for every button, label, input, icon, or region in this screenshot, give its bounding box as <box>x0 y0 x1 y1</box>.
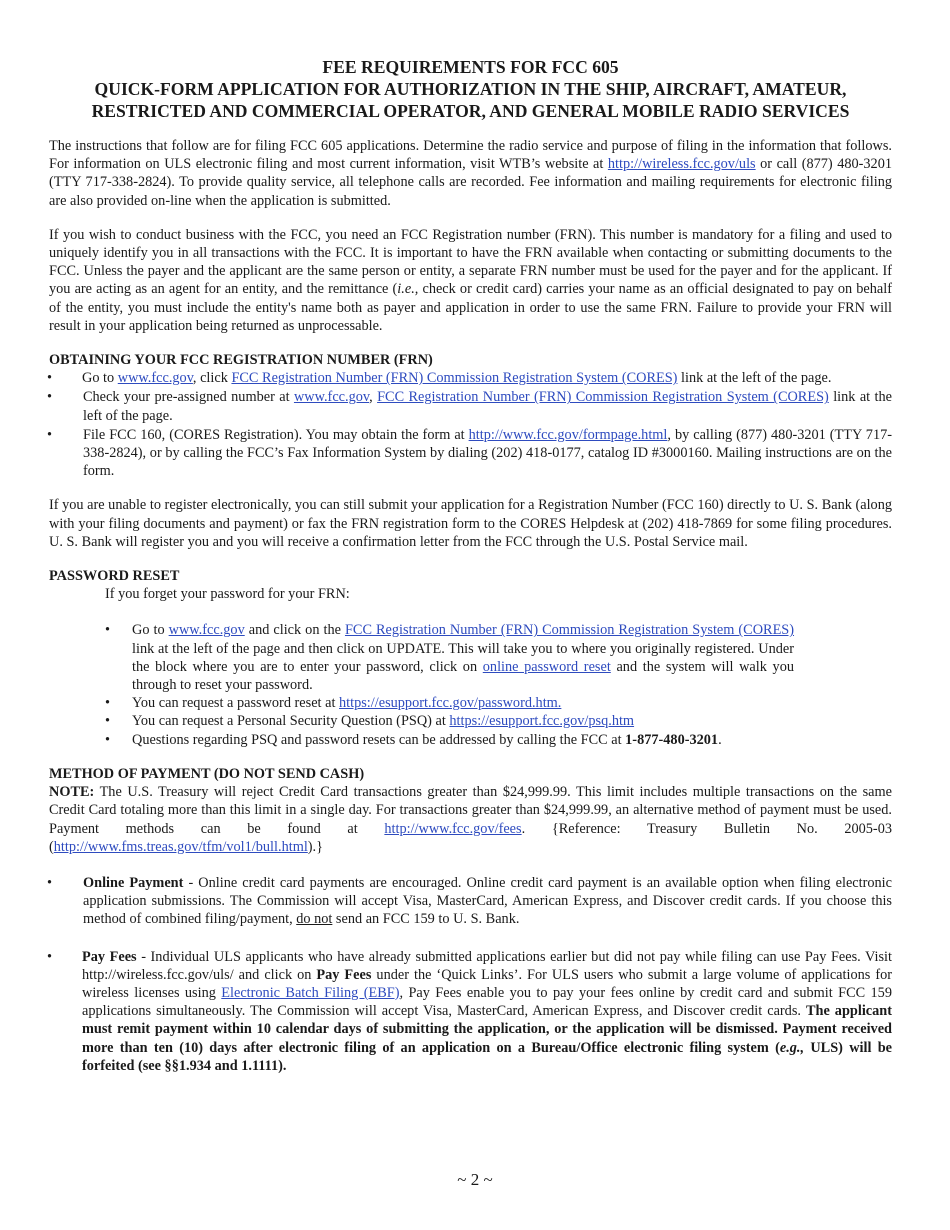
intro-paragraph-2 <box>49 226 892 335</box>
frn-list <box>49 369 892 480</box>
pay-fees-label: Pay Fees <box>82 948 137 965</box>
text: , Pay Fees enable you to pay your fees online by credit card and submit FCC 159 applications simultaneously. The Commission will accept Visa, MasterCard, American Express, and Discover credit cards. <box>82 984 892 1020</box>
list-item <box>132 731 794 749</box>
text: . {Reference: Treasury Bulletin No. 2005-03 ( <box>49 820 892 855</box>
list-item <box>49 426 892 481</box>
text: and the system will walk you through to reset your password. <box>132 658 794 694</box>
page-number: ~ 2 ~ <box>457 1170 493 1189</box>
text: File FCC 160, (CORES Registration). You may obtain the form at <box>83 426 469 443</box>
text: e.g., <box>779 1039 805 1056</box>
cores-link[interactable]: FCC Registration Number (FRN) Commission Registration System (CORES) <box>344 622 795 639</box>
text: link at the left of the page. <box>83 389 892 424</box>
psq-link[interactable]: https://esupport.fcc.gov/psq.htm <box>449 713 635 730</box>
note-label: NOTE: <box>49 784 95 801</box>
text: , <box>369 389 378 406</box>
text: Questions regarding PSQ and password resets can be addressed by calling the FCC at <box>132 731 626 748</box>
text: send an FCC 159 to U. S. Bank. <box>332 911 520 928</box>
list-item <box>49 948 892 1075</box>
document-title <box>49 56 892 122</box>
document-page <box>49 56 892 1075</box>
frn-heading: OBTAINING YOUR FCC REGISTRATION NUMBER (FRN) <box>49 352 433 369</box>
online-payment-label: Online Payment <box>83 874 184 891</box>
text: Go to <box>82 370 118 387</box>
fcc-gov-link[interactable]: www.fcc.gov <box>293 389 370 406</box>
treasury-bulletin-link[interactable]: http://www.fms.treas.gov/tfm/vol1/bull.html <box>53 838 308 855</box>
payment-payfees-list <box>49 948 892 1075</box>
title-line-2: QUICK-FORM APPLICATION FOR AUTHORIZATION IN THE SHIP, AIRCRAFT, AMATEUR, <box>94 79 847 99</box>
ebf-link[interactable]: Electronic Batch Filing (EBF) <box>221 984 400 1001</box>
payment-online-list <box>49 874 892 929</box>
fcc-phone: 1-877-480-3201 <box>625 731 719 748</box>
password-list <box>132 621 794 748</box>
fcc-gov-link[interactable]: www.fcc.gov <box>168 622 245 639</box>
title-line-1: FEE REQUIREMENTS FOR FCC 605 <box>322 57 619 77</box>
list-item <box>49 369 892 387</box>
list-item <box>132 621 794 694</box>
text: , by calling (877) 480-3201 (TTY 717-338-2824), or by calling the FCC’s Fax Information System by dialing (202) 418-0177, catalog ID #3000160. Mailing instructions are on the form. <box>83 426 892 480</box>
list-item <box>49 874 892 929</box>
text: link at the left of the page and then click on UPDATE. This will take you to where you originally registered. Under the block where you are to enter your password, click on <box>132 640 794 675</box>
cores-link[interactable]: FCC Registration Number (FRN) Commission Registration System (CORES) <box>231 370 678 387</box>
text: link at the left of the page. <box>677 370 832 387</box>
list-item <box>132 712 794 730</box>
text: ULS) will be forfeited (see §§1.934 and 1.1111). <box>82 1039 893 1074</box>
text: - Individual ULS applicants who have already submitted applications earlier but did not pay while filing can use Pay Fees. Visit http://wireless.fcc.gov/uls/ and click on <box>82 948 892 983</box>
text: , click <box>192 370 232 387</box>
password-heading: PASSWORD RESET <box>49 568 180 585</box>
text: The U.S. Treasury will reject Credit Card transactions greater than $24,999.99. This limit includes multiple transactions on the same Credit Card totaling more than this limit in a single day. For transactions greater than $24,999.99, an alternative method of payment must be used. Payment methods can be found at <box>49 784 892 837</box>
text: Check your pre-assigned number at <box>83 389 294 406</box>
text: . <box>718 731 722 748</box>
payment-note <box>49 783 892 856</box>
list-item <box>49 388 892 424</box>
text: You can request a Personal Security Question (PSQ) at <box>132 713 450 730</box>
text: or call (877) 480-3201 (TTY 717-338-2824). To provide quality service, all telephone calls are recorded. Fee information and mailing requirements for electronic filing are also provided on-line when the application is submitted. <box>49 156 893 209</box>
fees-link[interactable]: http://www.fcc.gov/fees <box>384 820 522 837</box>
text: You can request a password reset at <box>132 695 339 712</box>
text: If you wish to conduct business with the FCC, you need an FCC Registration number (FRN). This number is mandatory for a filing and used to uniquely identify you in all transactions with the FCC. It is important to have the FRN available when contacting or submitting documents to the FCC. Unless the payer and the applicant are the same person or entity, a separate FRN number must be used for the payer and for the applicant. If you are acting as an agent for an entity, and the remittance ( <box>49 226 892 298</box>
frn-paragraph: If you are unable to register electronically, you can still submit your application for a Registration Number (FCC 160) directly to U. S. Bank (along with your filing documents and payment) or fax the FRN registration form to the CORES Helpdesk at (202) 418-7869 for some filing procedures. U. S. Bank will register you and you will receive a confirmation letter from the FCC through the U.S. Postal Service mail. <box>49 497 892 550</box>
password-intro: If you forget your password for your FRN: <box>105 586 350 603</box>
text: Go to <box>132 622 169 639</box>
title-line-3: RESTRICTED AND COMMERCIAL OPERATOR, AND GENERAL MOBILE RADIO SERVICES <box>91 101 850 121</box>
text: The instructions that follow are for filing FCC 605 applications. Determine the radio service and purpose of filing in the information that follows. For information on ULS electronic filing and most current information, visit WTB’s website at <box>49 138 892 173</box>
text: Pay Fees <box>316 966 372 983</box>
payment-heading: METHOD OF PAYMENT (DO NOT SEND CASH) <box>49 765 365 782</box>
list-item <box>132 694 794 712</box>
text: do not <box>296 911 333 928</box>
text: ).} <box>307 838 323 855</box>
formpage-link[interactable]: http://www.fcc.gov/formpage.html <box>468 426 668 443</box>
text: under the ‘Quick Links’. For ULS users who submit a large volume of applications for wireless licenses using <box>82 966 893 1001</box>
intro-paragraph-1 <box>49 137 892 210</box>
uls-website-link[interactable]: http://wireless.fcc.gov/uls <box>607 156 756 173</box>
password-reset-link[interactable]: https://esupport.fcc.gov/password.htm. <box>339 695 562 712</box>
online-password-reset-link[interactable]: online password reset <box>482 658 611 675</box>
fcc-gov-link[interactable]: www.fcc.gov <box>117 370 193 387</box>
cores-link[interactable]: FCC Registration Number (FRN) Commission Registration System (CORES) <box>377 389 829 406</box>
text: and click on the <box>244 622 345 639</box>
text: i.e., <box>397 281 419 298</box>
text: The applicant must remit payment within 10 calendar days of submitting the application, or the application will be dismissed. Payment received more than ten (10) days after electronic filing of an application on a Bureau/Office electronic filing system ( <box>82 1003 893 1056</box>
text: check or credit card) carries your name as an official designated to pay on behalf of the entity, you must include the entity's name both as payer and application in order to use the same FRN. Failure to provide your FRN will result in your application being returned as unprocessable. <box>49 281 893 334</box>
text: - Online credit card payments are encouraged. Online credit card payment is an available option when filing electronic application submissions. The Commission will accept Visa, MasterCard, American Express, and Discover credit cards. If you choose this method of combined filing/payment, <box>83 874 892 928</box>
